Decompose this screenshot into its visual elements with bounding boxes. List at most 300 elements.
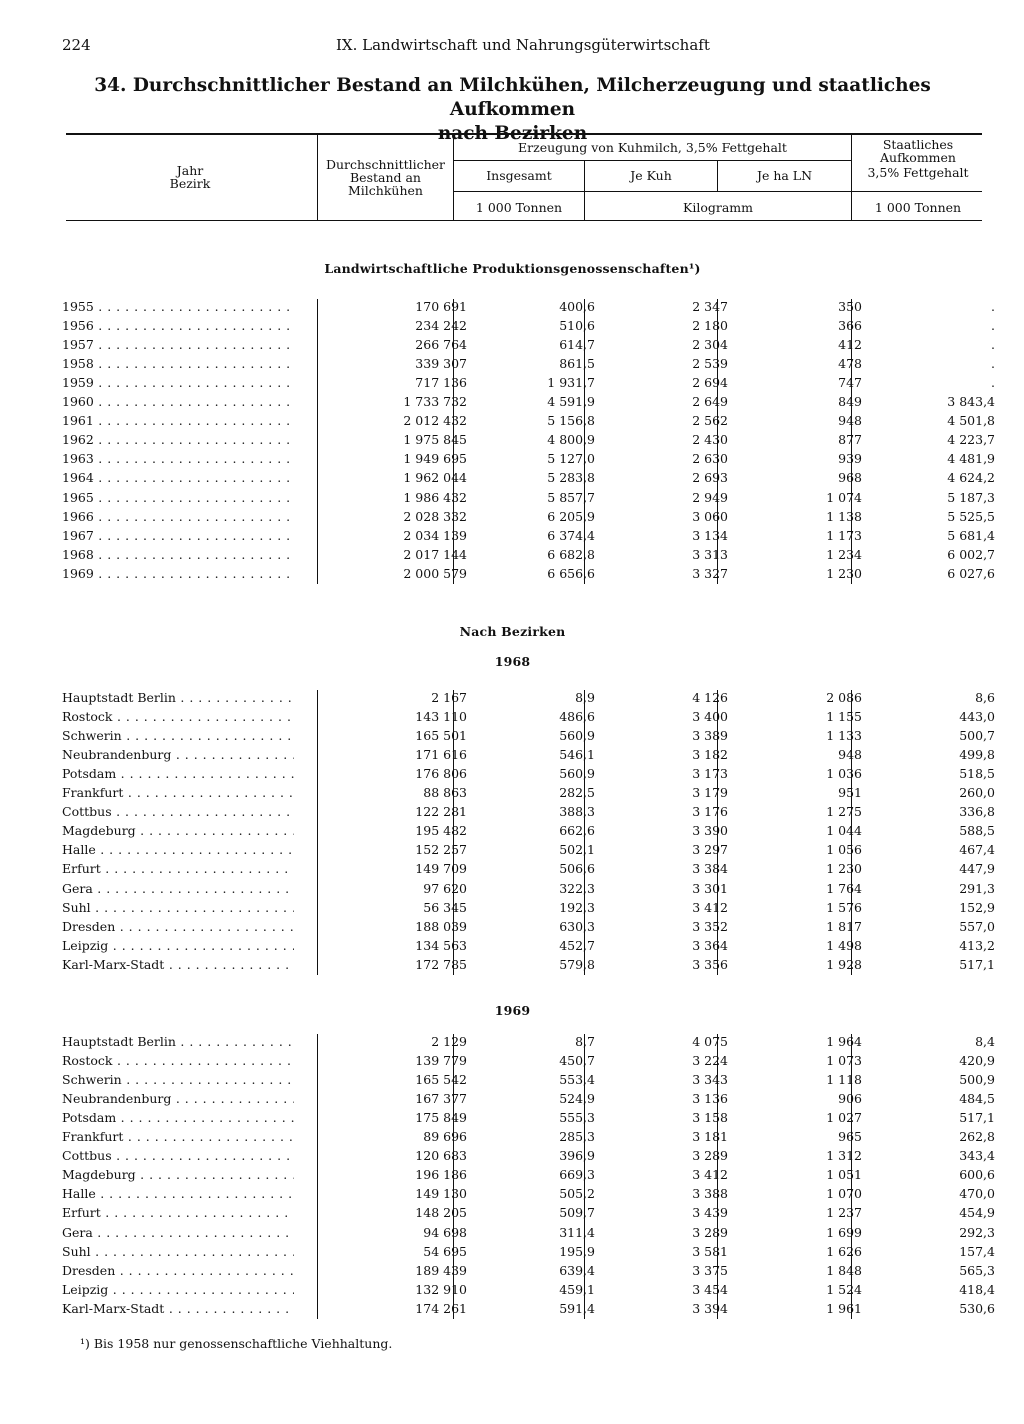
header-je-kuh: Je Kuh [630,168,672,183]
row-label: Gera . . . [62,881,294,896]
header-je-ha: Je ha LN [756,168,813,183]
cell-insgesamt: 6 374,4 [547,527,595,543]
cell-je-kuh: 2 304 [692,337,728,353]
cell-bestand: 165 542 [415,1072,467,1088]
cell-je-kuh: 3 454 [692,1281,728,1297]
row-label: 1957 . . . [62,337,294,352]
cell-staatlich: 418,4 [959,1281,995,1297]
cell-je-kuh: 3 173 [692,766,728,782]
cell-bestand: 2 034 139 [403,527,467,543]
cell-je-kuh: 3 388 [692,1186,728,1202]
cell-je-ha: 1 027 [826,1110,862,1126]
table-row [62,1300,995,1320]
cell-je-ha: 1 312 [826,1148,862,1164]
cell-insgesamt: 630,3 [559,918,595,934]
cell-insgesamt: 591,4 [559,1300,595,1316]
row-label: 1962 . . . [62,432,294,447]
row-label: Frankfurt . . . [62,1129,294,1144]
row-label: Hauptstadt Berlin . . . [62,1034,294,1049]
cell-je-ha: 951 [838,785,862,801]
row-label: 1968 . . . [62,547,294,562]
cell-staatlich: . [991,356,995,372]
cell-staatlich: 152,9 [959,899,995,915]
cell-insgesamt: 400,6 [559,299,595,314]
cell-insgesamt: 4 591,9 [547,394,595,410]
row-label: 1961 . . . [62,413,294,428]
cell-je-kuh: 4 075 [692,1034,728,1049]
cell-bestand: 94 698 [423,1224,467,1240]
table-row [62,337,995,356]
cell-je-ha: 1 230 [826,565,862,581]
cell-je-kuh: 3 313 [692,546,728,562]
cell-insgesamt: 524,9 [559,1091,595,1107]
header-bezirk: Bezirk [169,176,211,191]
cell-bestand: 152 257 [415,842,467,858]
cell-je-ha: 877 [838,432,862,448]
cell-je-ha: 1 118 [826,1072,862,1088]
header-staatlich-line-1: Staatliches [882,137,954,152]
cell-staatlich: 557,0 [959,918,995,934]
table-row [62,937,995,957]
cell-bestand: 148 205 [415,1205,467,1221]
header-unit-tonnen-2: 1 000 Tonnen [874,200,962,215]
cell-bestand: 2 000 579 [403,565,467,581]
table-row [62,508,995,528]
cell-staatlich: 8,4 [975,1034,995,1049]
table-row [62,861,995,880]
cell-staatlich: 530,6 [959,1300,995,1316]
cell-bestand: 174 261 [415,1300,467,1316]
table-row [62,785,995,804]
header-mid-rule [453,160,851,161]
cell-insgesamt: 6 205,9 [547,508,595,524]
cell-insgesamt: 560,9 [559,728,595,744]
cell-bestand: 132 910 [415,1281,467,1297]
header-unit-tonnen: 1 000 Tonnen [475,200,563,215]
header-staatlich-line-3: 3,5% Fettgehalt [867,165,969,180]
cell-je-kuh: 2 430 [692,432,728,448]
cell-bestand: 2 129 [431,1034,467,1049]
cell-je-ha: 1 576 [826,899,862,915]
cell-staatlich: 454,9 [959,1205,995,1221]
cell-insgesamt: 195,9 [559,1243,595,1259]
cell-staatlich: 470,0 [959,1186,995,1202]
section-year-1969: 1969 [494,1003,531,1018]
cell-staatlich: . [991,337,995,353]
cell-insgesamt: 5 283,8 [547,470,595,486]
cell-je-kuh: 2 180 [692,318,728,334]
cell-je-kuh: 3 384 [692,861,728,877]
cell-insgesamt: 560,9 [559,766,595,782]
cell-staatlich: 5 681,4 [947,527,995,543]
row-label: Frankfurt . . . [62,785,294,800]
cell-staatlich: 4 223,7 [947,432,995,448]
cell-insgesamt: 282,5 [559,785,595,801]
cell-bestand: 1 949 695 [403,451,467,467]
cell-bestand: 54 695 [423,1243,467,1259]
cell-bestand: 89 696 [423,1129,467,1145]
cell-je-kuh: 3 289 [692,1148,728,1164]
cell-je-ha: 1 155 [826,709,862,725]
row-label: Karl-Marx-Stadt . . . [62,957,294,972]
cell-je-kuh: 3 356 [692,956,728,972]
cell-je-ha: 1 173 [826,527,862,543]
cell-je-ha: 350 [838,299,862,314]
cell-insgesamt: 555,3 [559,1110,595,1126]
table-row [62,728,995,747]
cell-je-kuh: 2 562 [692,413,728,429]
cell-je-ha: 1 964 [826,1034,862,1049]
cell-je-ha: 478 [838,356,862,372]
cell-staatlich: 484,5 [959,1091,995,1107]
cell-staatlich: 500,7 [959,728,995,744]
cell-bestand: 2 017 144 [403,546,467,562]
cell-je-ha: 747 [838,375,862,391]
cell-staatlich: 6 002,7 [947,546,995,562]
table-row [62,527,995,547]
cell-je-ha: 1 961 [826,1300,862,1316]
cell-staatlich: 518,5 [959,766,995,782]
cell-insgesamt: 192,3 [559,899,595,915]
cell-je-ha: 1 138 [826,508,862,524]
cell-je-ha: 948 [838,413,862,429]
cell-bestand: 165 501 [415,728,467,744]
row-label: 1965 . . . [62,490,294,505]
cell-je-kuh: 3 301 [692,880,728,896]
cell-je-kuh: 3 343 [692,1072,728,1088]
table-row [62,546,995,566]
cell-je-kuh: 3 176 [692,804,728,820]
cell-je-kuh: 3 581 [692,1243,728,1259]
header-unit-kg: Kilogramm [683,200,753,215]
cell-staatlich: 420,9 [959,1053,995,1069]
cell-je-kuh: 3 390 [692,823,728,839]
row-label: 1969 . . . [62,566,294,581]
table-title [60,74,965,146]
cell-je-ha: 1 073 [826,1053,862,1069]
cell-staatlich: 4 624,2 [947,470,995,486]
cell-je-kuh: 3 224 [692,1053,728,1069]
table-row [62,1186,995,1205]
table-row [62,1262,995,1282]
row-label: Gera . . . [62,1225,294,1240]
cell-je-kuh: 3 179 [692,785,728,801]
row-label: Magdeburg . . . [62,1167,294,1182]
cell-staatlich: 3 843,4 [947,394,995,410]
table-row [62,299,995,318]
table-row [62,1148,995,1167]
table-row [62,1129,995,1148]
cell-je-ha: 1 524 [826,1281,862,1297]
cell-je-kuh: 3 134 [692,527,728,543]
header-bestand [318,158,453,197]
cell-staatlich: 565,3 [959,1262,995,1278]
cell-bestand: 88 863 [423,785,467,801]
cell-je-kuh: 3 327 [692,565,728,581]
cell-insgesamt: 486,6 [559,709,595,725]
cell-bestand: 120 683 [415,1148,467,1164]
cell-staatlich: 291,3 [959,880,995,896]
header-jahr: Jahr [176,163,204,178]
cell-je-kuh: 3 060 [692,508,728,524]
table-row [62,394,995,413]
row-label: 1960 . . . [62,394,294,409]
cell-je-ha: 1 275 [826,804,862,820]
cell-je-ha: 1 848 [826,1262,862,1278]
table-row [62,1205,995,1224]
table-row [62,1281,995,1301]
cell-bestand: 170 691 [415,299,467,314]
row-label: Schwerin . . . [62,1072,294,1087]
table-row [62,1167,995,1186]
cell-je-kuh: 3 375 [692,1262,728,1278]
table-row [62,1224,995,1244]
row-label: Karl-Marx-Stadt . . . [62,1301,294,1316]
table-row [62,842,995,861]
header-top-rule [66,133,982,135]
cell-insgesamt: 553,4 [559,1072,595,1088]
cell-insgesamt: 311,4 [559,1224,595,1240]
header-jahr-bezirk [120,164,260,190]
row-label: Rostock . . . [62,709,294,724]
cell-bestand: 1 733 732 [403,394,467,410]
cell-insgesamt: 388,3 [559,804,595,820]
cell-bestand: 139 779 [415,1053,467,1069]
cell-insgesamt: 579,8 [559,956,595,972]
cell-staatlich: 517,1 [959,956,995,972]
cell-insgesamt: 639,4 [559,1262,595,1278]
cell-je-ha: 1 817 [826,918,862,934]
cell-insgesamt: 6 682,8 [547,546,595,562]
header-bottom-rule [66,220,982,221]
cell-je-ha: 1 056 [826,842,862,858]
cell-insgesamt: 459,1 [559,1281,595,1297]
cell-je-ha: 366 [838,318,862,334]
cell-je-ha: 1 498 [826,937,862,953]
table-row [62,690,995,709]
cell-je-ha: 906 [838,1091,862,1107]
cell-bestand: 2 028 332 [403,508,467,524]
row-label: Potsdam . . . [62,766,294,781]
cell-insgesamt: 452,7 [559,937,595,953]
cell-je-ha: 1 051 [826,1167,862,1183]
cell-je-ha: 412 [838,337,862,353]
cell-je-kuh: 3 181 [692,1129,728,1145]
cell-staatlich: 6 027,6 [947,565,995,581]
table-row [62,318,995,337]
cell-staatlich: . [991,299,995,314]
row-label: 1963 . . . [62,451,294,466]
table-row [62,766,995,785]
cell-je-ha: 1 764 [826,880,862,896]
table-row [62,1110,995,1129]
cell-insgesamt: 396,9 [559,1148,595,1164]
cell-bestand: 167 377 [415,1091,467,1107]
row-label: 1958 . . . [62,356,294,371]
cell-insgesamt: 505,2 [559,1186,595,1202]
row-label: Suhl . . . [62,900,294,915]
cell-bestand: 1 986 432 [403,489,467,505]
cell-bestand: 1 975 845 [403,432,467,448]
cell-insgesamt: 8,9 [575,690,595,705]
cell-insgesamt: 861,5 [559,356,595,372]
table-row [62,918,995,938]
cell-bestand: 196 186 [415,1167,467,1183]
cell-bestand: 189 439 [415,1262,467,1278]
cell-je-ha: 948 [838,747,862,763]
row-label: Dresden . . . [62,1263,294,1278]
cell-staatlich: 413,2 [959,937,995,953]
row-label: 1955 . . . [62,299,294,314]
header-erzeugung: Erzeugung von Kuhmilch, 3,5% Fettgehalt [518,140,787,155]
cell-staatlich: 4 501,8 [947,413,995,429]
cell-je-ha: 1 237 [826,1205,862,1221]
row-label: Leipzig . . . [62,938,294,953]
cell-bestand: 149 130 [415,1186,467,1202]
cell-je-ha: 2 086 [826,690,862,705]
header-unit-rule [453,191,982,192]
table-row [62,451,995,470]
cell-je-ha: 965 [838,1129,862,1145]
table-row [62,747,995,766]
header-bestand-line-3: Milchkühen [348,183,423,198]
cell-staatlich: 262,8 [959,1129,995,1145]
table-row [62,899,995,919]
cell-staatlich: 588,5 [959,823,995,839]
cell-bestand: 149 709 [415,861,467,877]
cell-insgesamt: 322,3 [559,880,595,896]
cell-insgesamt: 662,6 [559,823,595,839]
section-lpg: Landwirtschaftliche Produktionsgenossenschaften¹) [324,261,701,276]
cell-je-ha: 1 230 [826,861,862,877]
header-insgesamt: Insgesamt [486,168,552,183]
cell-insgesamt: 1 931,7 [547,375,595,391]
header-bestand-line-2: Bestand an [349,170,421,185]
cell-je-ha: 849 [838,394,862,410]
cell-insgesamt: 546,1 [559,747,595,763]
row-label: Erfurt . . . [62,1205,294,1220]
cell-insgesamt: 5 156,8 [547,413,595,429]
table-row [62,375,995,394]
table-row [62,804,995,823]
cell-je-ha: 968 [838,470,862,486]
cell-staatlich: 467,4 [959,842,995,858]
cell-insgesamt: 8,7 [575,1034,595,1049]
cell-bestand: 2 012 432 [403,413,467,429]
page-number: 224 [62,36,91,54]
table-row [62,489,995,509]
section-year-1968: 1968 [494,654,531,669]
cell-staatlich: 292,3 [959,1224,995,1240]
cell-je-kuh: 2 649 [692,394,728,410]
cell-insgesamt: 5 127,0 [547,451,595,467]
cell-staatlich: 336,8 [959,804,995,820]
cell-staatlich: 517,1 [959,1110,995,1126]
cell-je-ha: 1 036 [826,766,862,782]
cell-staatlich: 157,4 [959,1243,995,1259]
table-row [62,565,995,585]
cell-je-kuh: 2 630 [692,451,728,467]
table-row [62,1243,995,1263]
cell-je-kuh: 3 394 [692,1300,728,1316]
cell-staatlich: 260,0 [959,785,995,801]
cell-je-ha: 1 699 [826,1224,862,1240]
cell-je-kuh: 2 347 [692,299,728,314]
title-line-2: nach Bezirken [437,123,588,144]
table-row [62,1034,995,1053]
cell-staatlich: 600,6 [959,1167,995,1183]
table-row [62,880,995,900]
footnote: ¹) Bis 1958 nur genossenschaftliche Viehhaltung. [80,1336,393,1351]
row-label: 1959 . . . [62,375,294,390]
header-staatlich-line-2: Aufkommen [880,150,956,165]
row-label: Potsdam . . . [62,1110,294,1125]
row-label: Suhl . . . [62,1244,294,1259]
row-label: 1966 . . . [62,509,294,524]
cell-bestand: 171 616 [415,747,467,763]
table-row [62,823,995,842]
row-label: 1956 . . . [62,318,294,333]
cell-insgesamt: 510,6 [559,318,595,334]
cell-je-ha: 1 626 [826,1243,862,1259]
cell-je-kuh: 3 364 [692,937,728,953]
row-label: Schwerin . . . [62,728,294,743]
cell-bestand: 143 110 [415,709,467,725]
cell-je-kuh: 3 439 [692,1205,728,1221]
cell-bestand: 717 136 [415,375,467,391]
cell-staatlich: 8,6 [975,690,995,705]
cell-insgesamt: 5 857,7 [547,489,595,505]
cell-bestand: 2 167 [431,690,467,705]
row-label: Dresden . . . [62,919,294,934]
cell-staatlich: 5 525,5 [947,508,995,524]
cell-staatlich: 343,4 [959,1148,995,1164]
cell-bestand: 339 307 [415,356,467,372]
row-label: Erfurt . . . [62,861,294,876]
cell-je-kuh: 3 412 [692,1167,728,1183]
cell-staatlich: . [991,375,995,391]
row-label: Halle . . . [62,842,294,857]
row-label: Neubrandenburg . . . [62,747,294,762]
chapter-heading: IX. Landwirtschaft und Nahrungsgüterwirtschaft [336,36,710,54]
cell-bestand: 176 806 [415,766,467,782]
row-label: Rostock . . . [62,1053,294,1068]
cell-je-kuh: 3 289 [692,1224,728,1240]
cell-staatlich: 443,0 [959,709,995,725]
cell-insgesamt: 509,7 [559,1205,595,1221]
row-label: Leipzig . . . [62,1282,294,1297]
cell-je-kuh: 2 694 [692,375,728,391]
cell-je-ha: 1 074 [826,489,862,505]
cell-bestand: 195 482 [415,823,467,839]
cell-je-kuh: 3 158 [692,1110,728,1126]
cell-insgesamt: 506,6 [559,861,595,877]
row-label: 1967 . . . [62,528,294,543]
cell-bestand: 1 962 044 [403,470,467,486]
cell-insgesamt: 669,3 [559,1167,595,1183]
cell-staatlich: 5 187,3 [947,489,995,505]
cell-je-ha: 1 070 [826,1186,862,1202]
table-row [62,1072,995,1091]
row-label: 1964 . . . [62,470,294,485]
table-row [62,1091,995,1110]
cell-insgesamt: 614,7 [559,337,595,353]
cell-bestand: 234 242 [415,318,467,334]
cell-je-kuh: 2 693 [692,470,728,486]
cell-bestand: 134 563 [415,937,467,953]
cell-je-kuh: 3 297 [692,842,728,858]
cell-insgesamt: 6 656,6 [547,565,595,581]
